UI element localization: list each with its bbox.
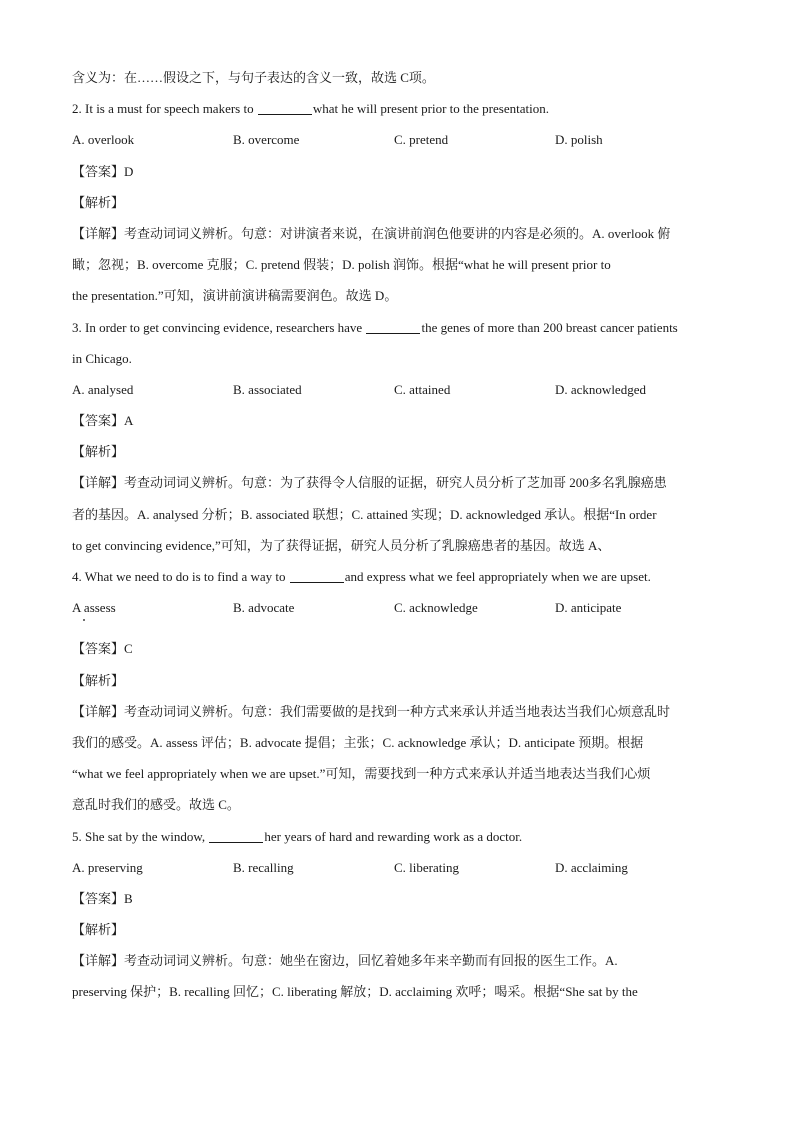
option-c: C. acknowledge [394,600,478,616]
option-d: D. polish [555,132,603,148]
question-stem-line2: in Chicago. [72,350,132,366]
option-c: C. attained [394,381,451,397]
option-b: B. advocate [233,600,295,616]
answer-tag: 【答案】 [72,641,125,657]
option-a: A. overlook [72,132,135,148]
detail-line: to get convincing evidence,”可知，为了获得证据，研究人员分析了乳腺癌患者的基因。故选 A、 [72,537,611,553]
analysis-tag: 【解析】 [72,922,125,938]
option-a: A. preserving [72,859,143,875]
question-3 [72,312,732,562]
detail-line: 瞰；忽视；B. overcome 克服；C. pretend 假装；D. polish 润饰。根据“what he will present prior to [72,257,611,273]
continuation-text: 含义为：在……假设之下，与句子表达的含义一致，故选 C项。 [72,70,435,85]
options-row [72,374,732,405]
question-stem: 2. It is a must for speech makers to what he will present prior to the presentation. [72,101,549,117]
answer-value: D [124,163,134,179]
option-d: D. anticipate [555,600,622,616]
answer-tag: 【答案】 [72,890,125,906]
answer-line [72,156,732,187]
answer-blank [290,569,344,583]
document-page [72,62,732,1008]
option-c: C. pretend [394,132,449,148]
question-5 [72,821,732,1008]
answer-blank [366,320,420,334]
answer-line [72,883,732,914]
detail-line: 者的基因。A. analysed 分析；B. associated 联想；C. attained 实现；D. acknowledged 承认。根据“In order [72,506,657,522]
option-c: C. liberating [394,859,459,875]
analysis-tag: 【解析】 [72,672,125,688]
option-b: B. associated [233,381,302,397]
detail-line: 意乱时我们的感受。故选 C。 [72,797,240,813]
answer-line [72,405,732,436]
answer-tag: 【答案】 [72,413,125,429]
options-row [72,852,732,883]
detail-line: 【详解】考查动词词义辨析。句意：我们需要做的是找到一种方式来承认并适当地表达当我们心烦意乱时 [72,703,671,719]
answer-value: C [124,641,133,657]
detail-line: 我们的感受。A. assess 评估；B. advocate 提倡；主张；C. acknowledge 承认；D. anticipate 预期。根据 [72,734,644,750]
detail-line: 【详解】考查动词词义辨析。句意：为了获得令人信服的证据，研究人员分析了芝加哥 200多名乳腺癌患 [72,475,667,491]
detail-line: preserving 保护；B. recalling 回忆；C. liberating 解放；D. acclaiming 欢呼；喝采。根据“She sat by the [72,984,638,1000]
answer-value: B [124,890,133,906]
answer-blank [258,101,312,115]
option-b: B. recalling [233,859,294,875]
option-b: B. overcome [233,132,300,148]
answer-line [72,633,732,664]
analysis-tag: 【解析】 [72,444,125,460]
detail-line: 【详解】考查动词词义辨析。句意：她坐在窗边，回忆着她多年来辛勤而有回报的医生工作。A. [72,953,618,969]
question-2 [72,93,732,311]
analysis-tag: 【解析】 [72,194,125,210]
detail-line: the presentation.”可知，演讲前演讲稿需要润色。故选 D。 [72,288,398,304]
question-stem: 4. What we need to do is to find a way to and express what we feel appropriately when we are upset. [72,569,651,584]
question-stem: 5. She sat by the window, her years of hard and rewarding work as a doctor. [72,828,523,844]
options-row [72,592,732,623]
answer-tag: 【答案】 [72,163,125,179]
option-d: D. acclaiming [555,859,628,875]
answer-blank [209,829,263,843]
question-4 [72,561,732,821]
option-a: A. analysed [72,381,134,397]
option-d: D. acknowledged [555,381,646,397]
detail-line: “what we feel appropriately when we are upset.”可知，需要找到一种方式来承认并适当地表达当我们心烦 [72,766,651,782]
options-row [72,124,732,155]
answer-value: A [124,413,134,429]
option-a: A assess [72,600,116,616]
question-stem: 3. In order to get convincing evidence, researchers have the genes of more than 200 breast cancer patients [72,319,678,335]
detail-line: 【详解】考查动词词义辨析。句意：对讲演者来说，在演讲前润色他要讲的内容是必须的。A. overlook 俯 [72,225,671,241]
